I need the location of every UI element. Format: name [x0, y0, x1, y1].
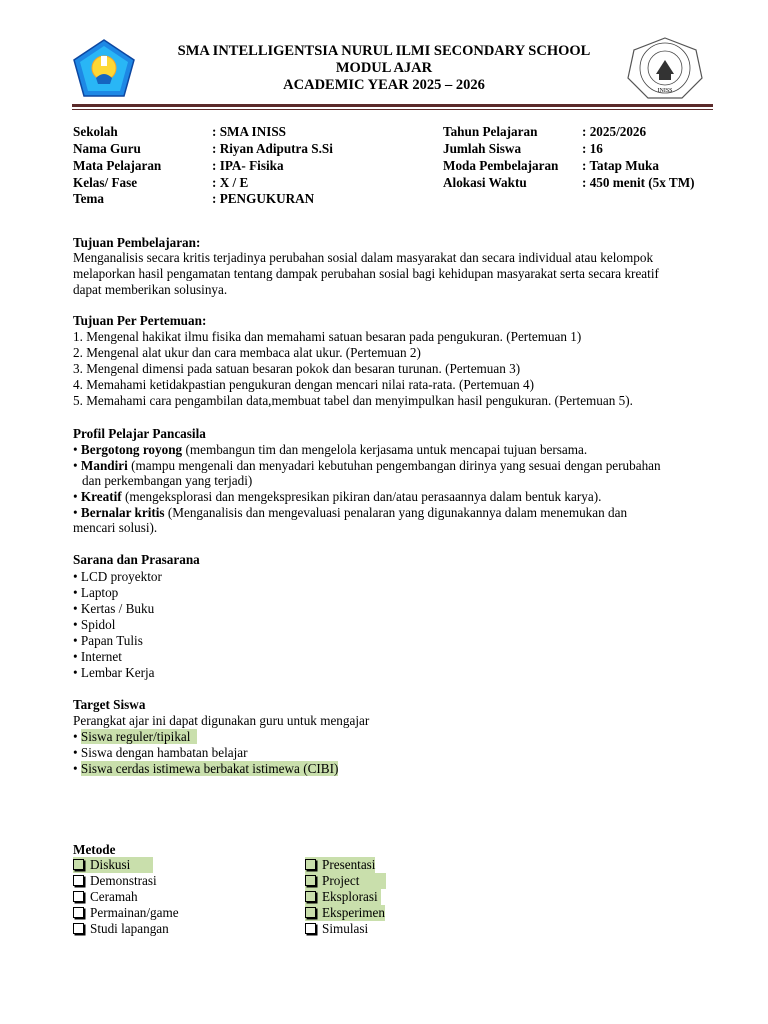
- profil-desc: (mampu mengenali dan menyadari kebutuhan pengembangan dirinya yang sesuai dengan perubahan: [127, 458, 661, 473]
- info-value: : 2025/2026: [582, 124, 647, 139]
- metode-option: Eksplorasi: [305, 889, 381, 905]
- info-label: Moda Pembelajaran: [443, 158, 559, 173]
- checkbox-icon: [73, 859, 84, 870]
- sarana-item: • Internet: [73, 649, 122, 664]
- tujuan-line: dapat memberikan solusinya.: [73, 282, 228, 297]
- bullet: •: [73, 458, 78, 473]
- checkbox-icon: [305, 875, 316, 886]
- profil-term: Bergotong royong: [80, 442, 183, 457]
- info-label: Nama Guru: [73, 141, 141, 156]
- checkbox-icon: [305, 907, 316, 918]
- header-rule-thick: [72, 104, 713, 107]
- tujuan-line: Menganalisis secara kritis terjadinya perubahan sosial dalam masyarakat dan secara individual atau kelompok: [73, 250, 654, 265]
- checkbox-icon: [73, 923, 84, 934]
- profil-item: [73, 442, 587, 458]
- pertemuan-item: 1. Mengenal hakikat ilmu fisika dan memahami satuan besaran pada pengukuran. (Pertemuan 1): [73, 329, 582, 344]
- checkbox-icon: [305, 923, 316, 934]
- bullet: •: [73, 761, 78, 776]
- info-value: : PENGUKURAN: [212, 191, 315, 206]
- profil-cont: dan perkembangan yang terjadi): [82, 473, 253, 488]
- checkbox-icon: [73, 907, 84, 918]
- checkbox-icon: [73, 875, 84, 886]
- academic-year: ACADEMIC YEAR 2025 – 2026: [283, 77, 485, 93]
- metode-option: Demonstrasi: [73, 873, 157, 889]
- school-name: SMA INTELLIGENTSIA NURUL ILMI SECONDARY SCHOOL: [177, 43, 591, 59]
- pertemuan-item: 3. Mengenal dimensi pada satuan besaran pokok dan besaran turunan. (Pertemuan 3): [73, 361, 521, 376]
- info-label: Sekolah: [73, 124, 118, 139]
- tujuan-line: melaporkan hasil pengamatan tentang dampak perubahan sosial bagi kehidupan masyarakat serta secara kreatif: [73, 266, 659, 281]
- bullet: •: [73, 729, 78, 744]
- bullet: •: [73, 489, 78, 504]
- info-value: : IPA- Fisika: [212, 158, 284, 173]
- profil-desc: (membangun tim dan mengelola kerjasama untuk mencapai tujuan bersama.: [182, 442, 588, 457]
- info-value: : Riyan Adiputra S.Si: [212, 141, 333, 156]
- profil-term: Bernalar kritis: [80, 505, 165, 520]
- metode-option: Project: [305, 873, 386, 889]
- sarana-title: Sarana dan Prasarana: [73, 552, 200, 567]
- iniss-logo: [626, 36, 704, 100]
- sarana-item: • Laptop: [73, 585, 119, 600]
- metode-option: Presentasi: [305, 857, 375, 873]
- sarana-item: • LCD proyektor: [73, 569, 162, 584]
- target-item: [73, 729, 197, 745]
- profil-desc: (mengeksplorasi dan mengekspresikan pikiran dan/atau perasaannya dalam bentuk karya).: [121, 489, 602, 504]
- profil-item: [73, 489, 601, 505]
- info-label: Alokasi Waktu: [443, 175, 527, 190]
- info-value: : 450 menit (5x TM): [582, 175, 695, 190]
- tujuan-title: Tujuan Pembelajaran:: [73, 235, 201, 250]
- sarana-item: • Spidol: [73, 617, 116, 632]
- info-label: Mata Pelajaran: [73, 158, 162, 173]
- metode-title: Metode: [73, 842, 116, 857]
- pertemuan-item: 4. Memahami ketidakpastian pengukuran dengan mencari nilai rata-rata. (Pertemuan 4): [73, 377, 535, 392]
- info-label: Jumlah Siswa: [443, 141, 522, 156]
- target-title: Target Siswa: [73, 697, 146, 712]
- tut-wuri-handayani-logo: [72, 38, 136, 98]
- info-value: : X / E: [212, 175, 249, 190]
- target-intro: Perangkat ajar ini dapat digunakan guru untuk mengajar: [73, 713, 370, 728]
- sarana-item: • Kertas / Buku: [73, 601, 155, 616]
- target-item: [73, 745, 248, 761]
- profil-item: [73, 458, 661, 474]
- bullet: •: [73, 505, 78, 520]
- bullet: •: [73, 745, 78, 760]
- metode-option: Eksperimen: [305, 905, 385, 921]
- metode-option: Ceramah: [73, 889, 138, 905]
- info-value: : SMA INISS: [212, 124, 287, 139]
- target-item: [73, 761, 338, 777]
- checkbox-icon: [305, 891, 316, 902]
- metode-option: Simulasi: [305, 921, 368, 937]
- target-text-highlighted: Siswa reguler/tipikal: [80, 729, 191, 744]
- target-text: Siswa dengan hambatan belajar: [80, 745, 248, 760]
- info-value: : 16: [582, 141, 603, 156]
- profil-term: Kreatif: [80, 489, 122, 504]
- profil-term: Mandiri: [80, 458, 128, 473]
- profil-title: Profil Pelajar Pancasila: [73, 426, 206, 441]
- profil-cont: mencari solusi).: [73, 520, 158, 535]
- document-title: MODUL AJAR: [335, 60, 433, 76]
- profil-item: [73, 505, 627, 521]
- info-label: Tahun Pelajaran: [443, 124, 538, 139]
- pertemuan-item: 2. Mengenal alat ukur dan cara membaca alat ukur. (Pertemuan 2): [73, 345, 421, 360]
- info-label: Kelas/ Fase: [73, 175, 138, 190]
- metode-option: Permainan/game: [73, 905, 179, 921]
- target-text-highlighted: Siswa cerdas istimewa berbakat istimewa (CIBI): [80, 761, 339, 776]
- pertemuan-title: Tujuan Per Pertemuan:: [73, 313, 207, 328]
- bullet: •: [73, 442, 78, 457]
- checkbox-icon: [73, 891, 84, 902]
- header-rule-thin: [72, 109, 713, 110]
- sarana-item: • Lembar Kerja: [73, 665, 155, 680]
- logo-abbr: INISS: [657, 88, 673, 94]
- metode-option: Diskusi: [73, 857, 153, 873]
- profil-desc: (Menganalisis dan mengevaluasi penalaran yang digunakannya dalam menemukan dan: [164, 505, 628, 520]
- info-label: Tema: [73, 191, 105, 206]
- info-value: : Tatap Muka: [582, 158, 659, 173]
- metode-option: Studi lapangan: [73, 921, 169, 937]
- sarana-item: • Papan Tulis: [73, 633, 143, 648]
- pertemuan-item: 5. Memahami cara pengambilan data,membuat tabel dan menyimpulkan hasil pengukuran. (Pertemuan 5).: [73, 393, 633, 408]
- checkbox-icon: [305, 859, 316, 870]
